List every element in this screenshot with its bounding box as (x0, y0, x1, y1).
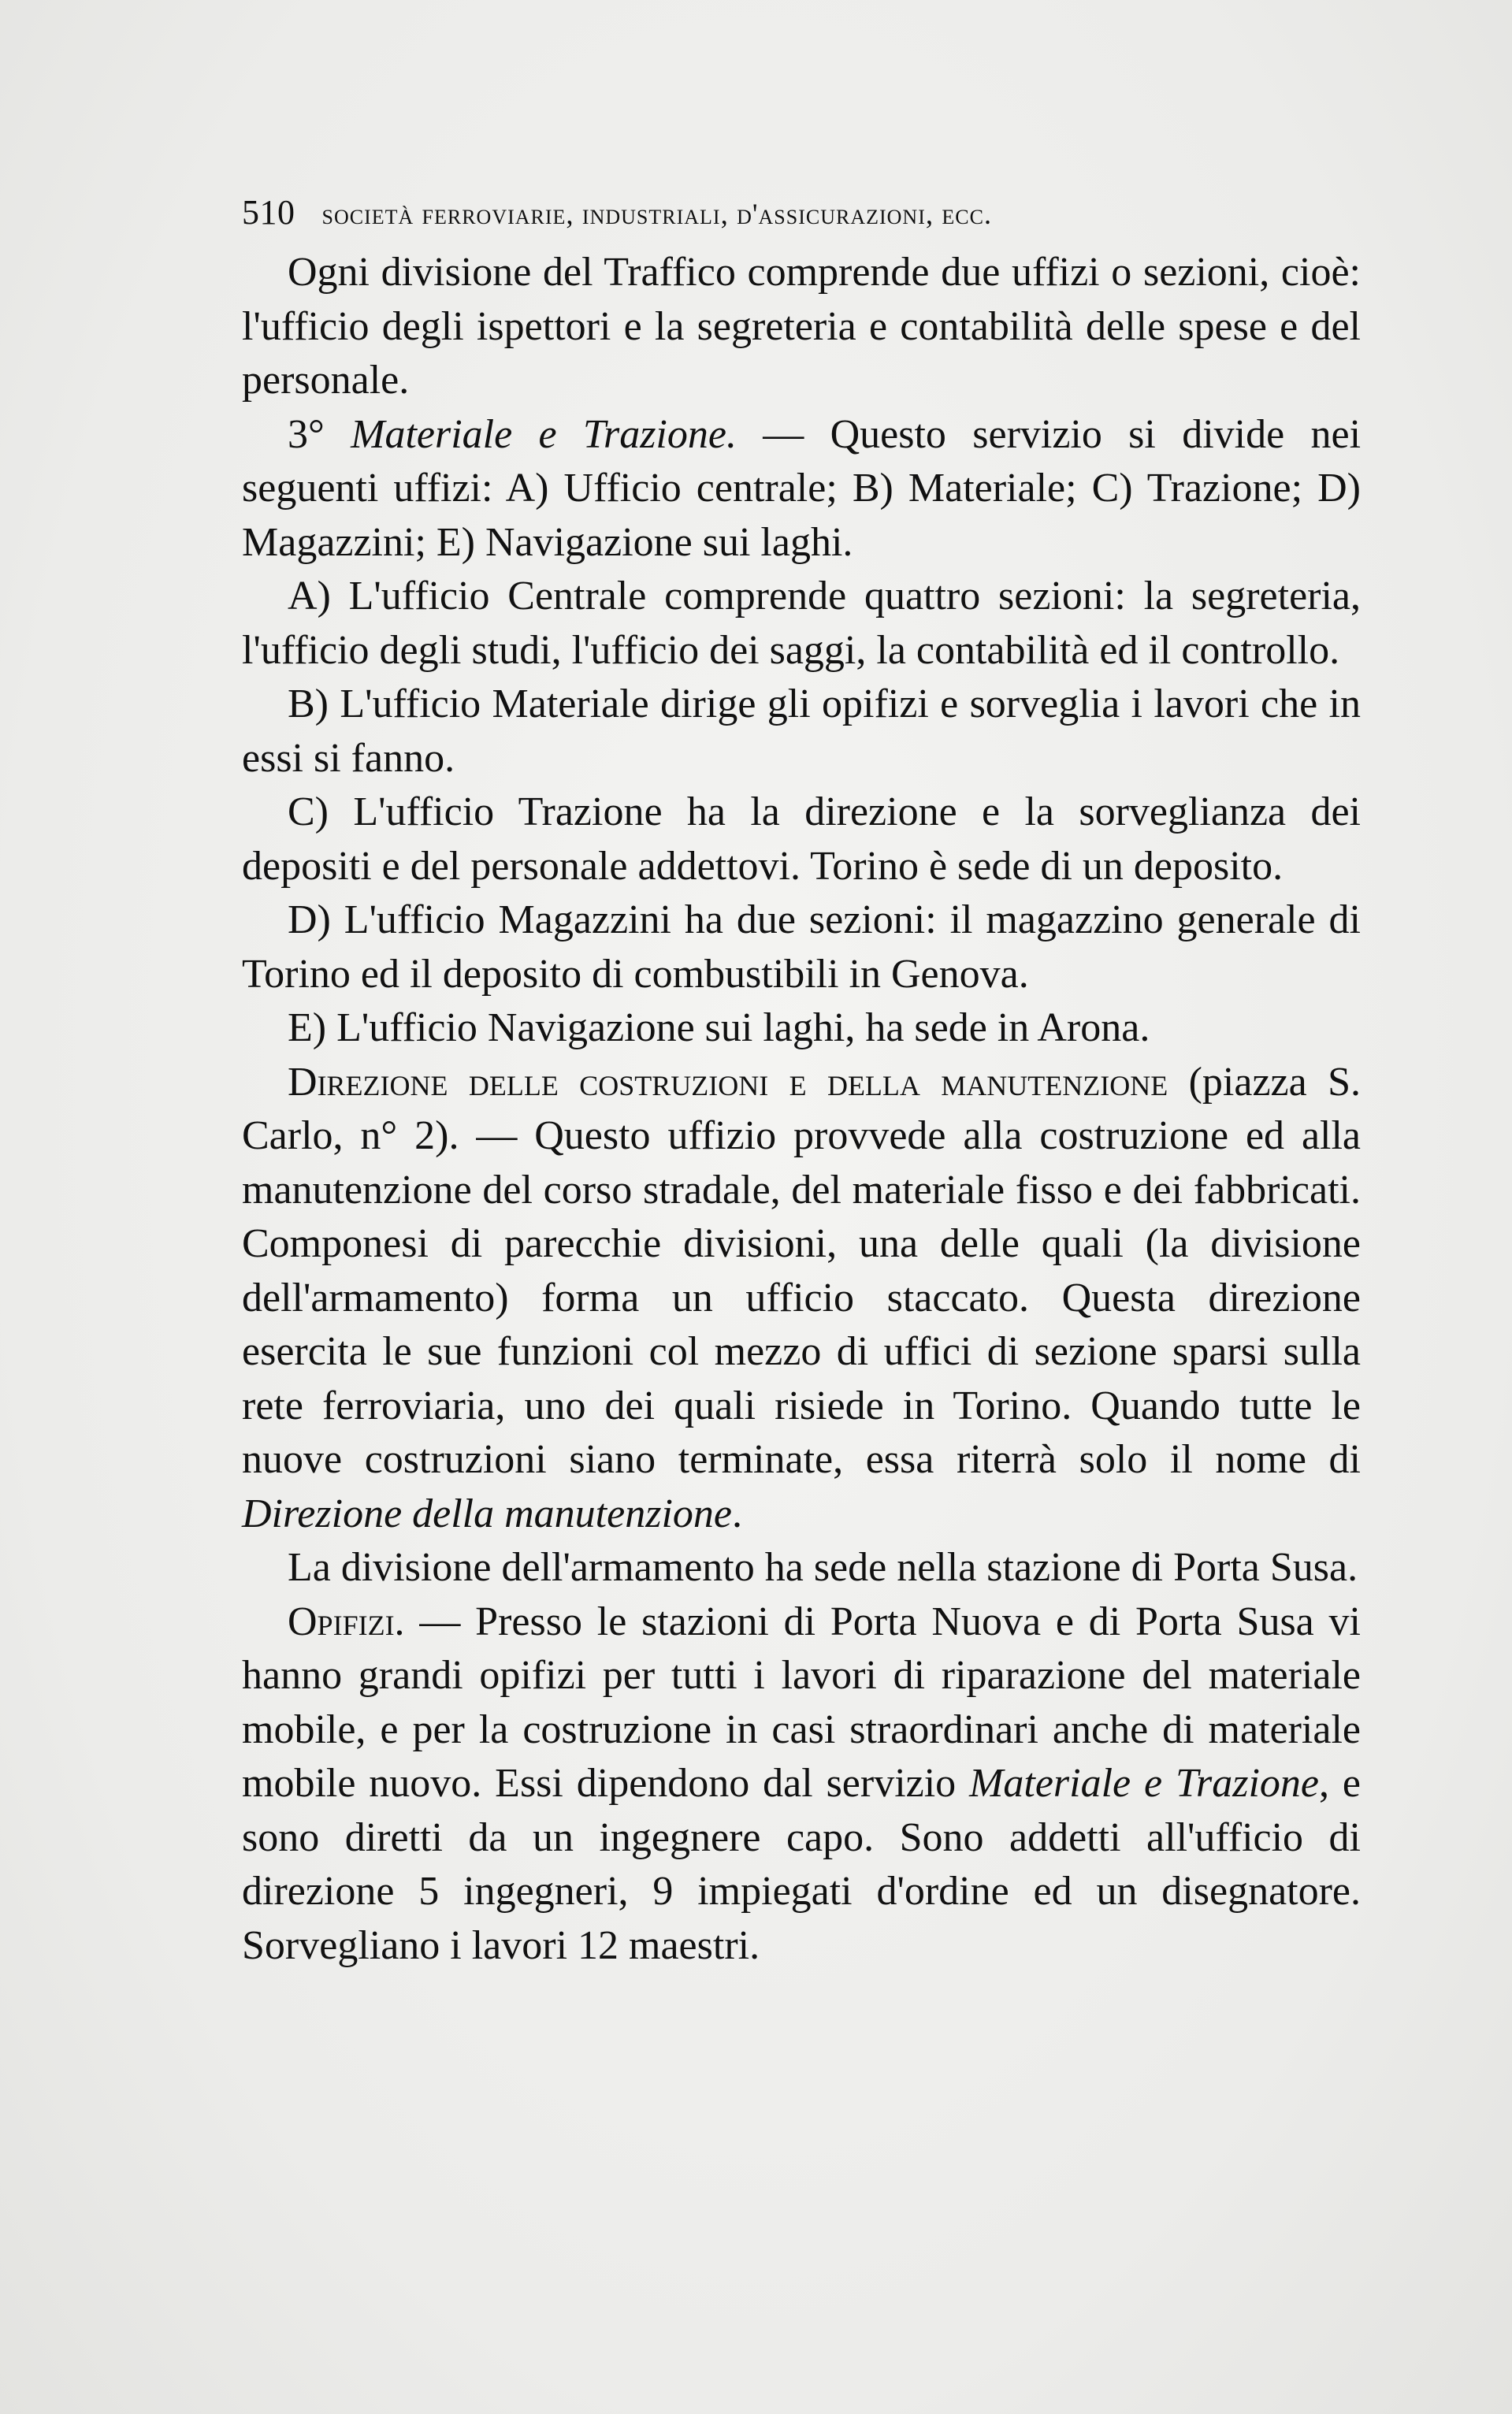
italic-term: Direzione della manutenzione (242, 1491, 732, 1536)
section-heading: Direzione delle costruzioni e della manutenzione (288, 1059, 1168, 1105)
paragraph: Opifizi. — Presso le stazioni di Porta Nuova e di Porta Susa vi hanno grandi opifizi per tutti i lavori di riparazione del materiale mobile, e per la costruzione in casi straordinari anche di materiale mobile nuovo. Essi dipendono dal servizio Materiale e Trazione, e sono diretti da un ingegnere capo. Sono addetti all'ufficio di direzione 5 ingegneri, 9 impiegati d'ordine ed un disegnatore. Sorvegliano i lavori 12 maestri. (242, 1599, 1361, 1968)
italic-term: Materiale e Trazione (969, 1761, 1320, 1806)
paragraph: La divisione dell'armamento ha sede nella stazione di Porta Susa. (288, 1545, 1358, 1590)
paragraph: 3° Materiale e Trazione. — Questo servizio si divide nei seguenti uffizi: A) Ufficio centrale; B) Materiale; C) Trazione; D) Magazzini; E) Navigazione sui laghi. (242, 411, 1362, 565)
item-marker: C) (288, 789, 329, 834)
paragraph: Ogni divisione del Traffico comprende due uffizi o sezioni, cioè: l'ufficio degli ispettori e la segreteria e contabilità delle spese e del personale. (242, 250, 1361, 403)
paragraph: A) L'ufficio Centrale comprende quattro sezioni: la segreteria, l'ufficio degli studi, l'ufficio dei saggi, la contabilità ed il controllo. (242, 574, 1361, 673)
paragraph: C) L'ufficio Trazione ha la direzione e la sorveglianza dei depositi e del personale addettovi. Torino è sede di un deposito. (242, 789, 1361, 889)
section-heading: Opifizi. (288, 1599, 405, 1644)
page-body (242, 246, 1361, 1973)
paragraph: Direzione delle costruzioni e della manutenzione (piazza S. Carlo, n° 2). — Questo uffizio provvede alla costruzione ed alla manutenzione del corso stradale, del materiale fisso e dei fabbricati. Componesi di parecchie divisioni, una delle quali (la divisione dell'armamento) forma un ufficio staccato. Questa direzione esercita le sue funzioni col mezzo di uffici di sezione sparsi sulla rete ferroviaria, uno dei quali risiede in Torino. Quando tutte le nuove costruzioni siano terminate, essa riterrà solo il nome di Direzione della manutenzione. (242, 1059, 1361, 1536)
section-title: Materiale e Trazione. (351, 411, 737, 457)
page-number: 510 (242, 193, 295, 232)
item-marker: B) (288, 681, 329, 726)
item-marker: E) (288, 1005, 327, 1050)
item-marker: A) (288, 574, 331, 618)
paragraph: D) L'ufficio Magazzini ha due sezioni: il magazzino generale di Torino ed il deposito di combustibili in Genova. (242, 897, 1361, 997)
paragraph: B) L'ufficio Materiale dirige gli opifizi e sorveglia i lavori che in essi si fanno. (242, 681, 1361, 781)
running-title: società ferroviarie, industriali, d'assicurazioni, ecc. (321, 199, 993, 231)
item-marker: D) (288, 897, 331, 942)
running-header (242, 192, 1361, 232)
paragraph: E) L'ufficio Navigazione sui laghi, ha sede in Arona. (288, 1005, 1150, 1050)
